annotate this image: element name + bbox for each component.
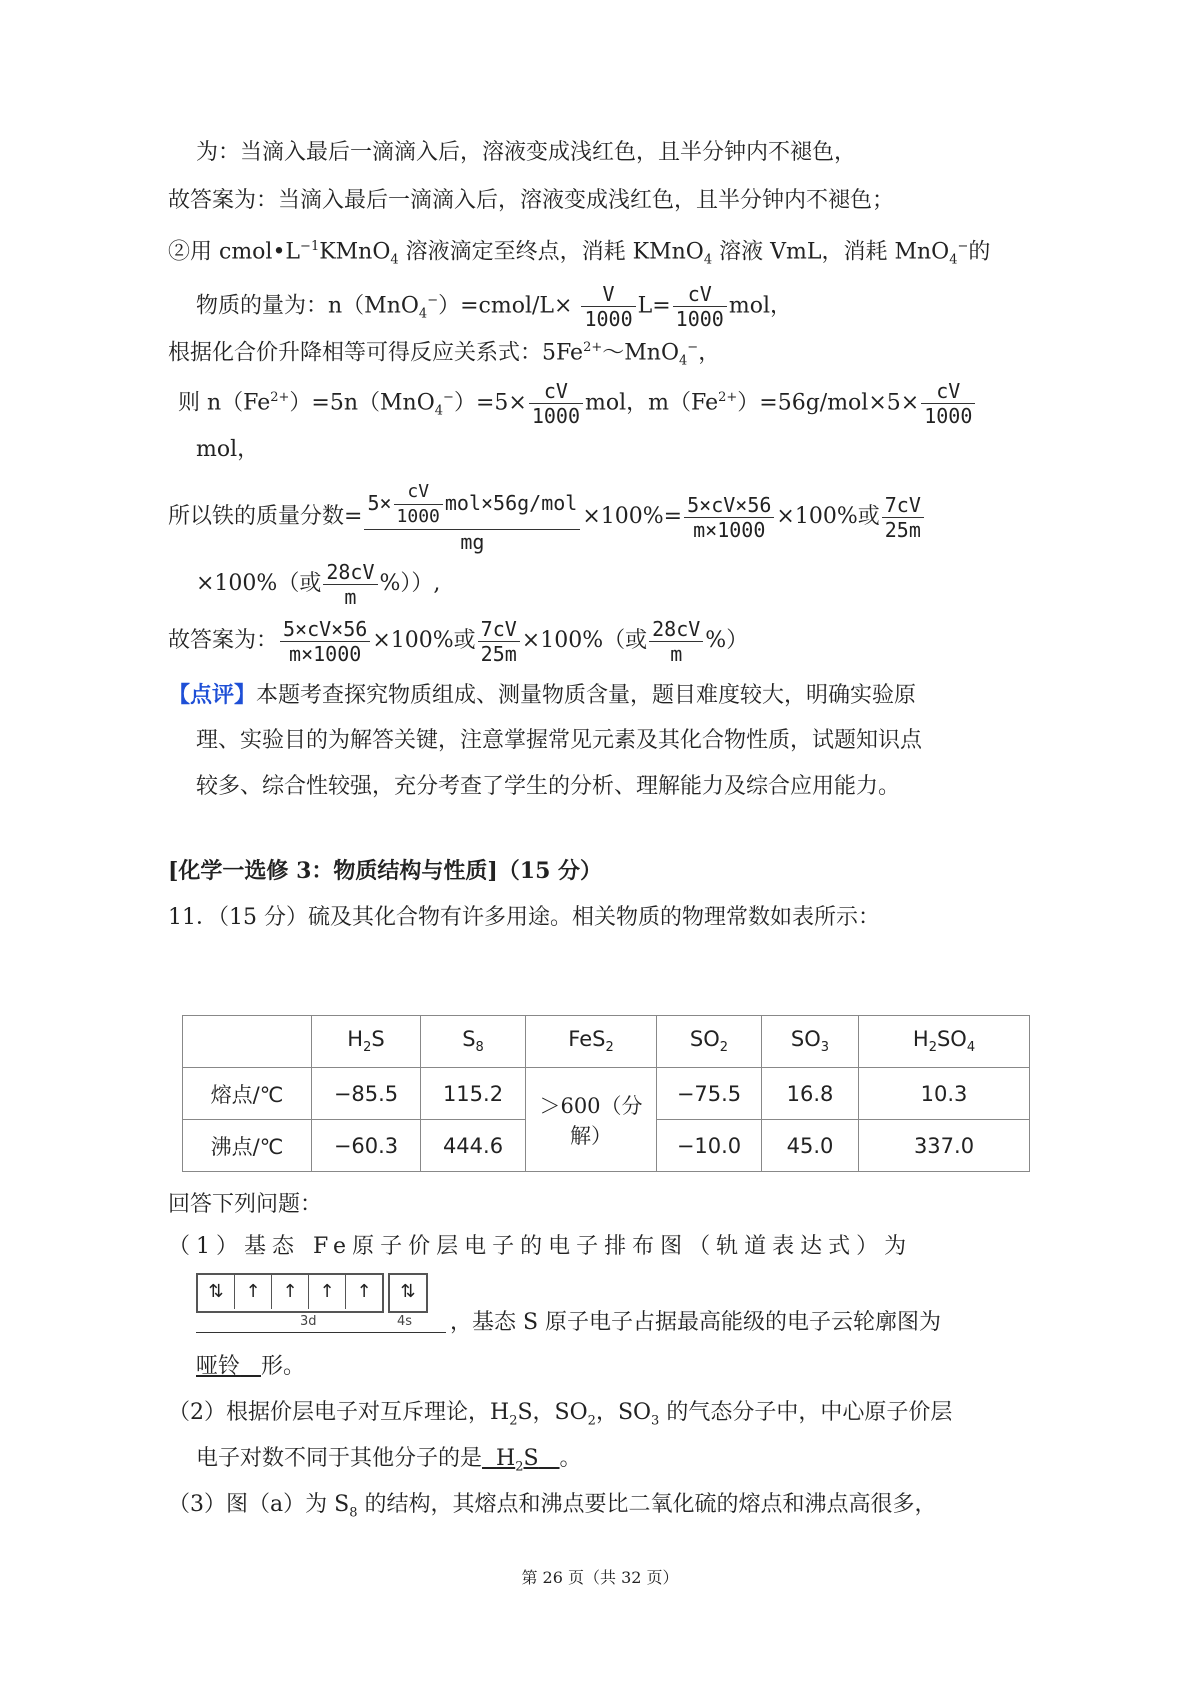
- subscript: 4: [434, 403, 444, 419]
- denominator: 1000: [673, 306, 727, 331]
- fraction: [323, 560, 377, 609]
- text: 所以铁的质量分数=: [168, 504, 363, 529]
- text: 5×: [367, 491, 392, 515]
- fraction: [882, 493, 924, 542]
- denominator: m: [649, 641, 703, 666]
- numerator: 5×cV×56: [283, 616, 368, 641]
- text-line: [168, 232, 990, 276]
- table-header: $SO_2$: [657, 1016, 762, 1068]
- text: （2）根据价层电子对互斥理论，H: [168, 1400, 510, 1425]
- text: 根据化合价升降相等可得反应关系式：5Fe: [168, 340, 584, 366]
- formula-line: [168, 478, 926, 556]
- text: mol，: [728, 293, 792, 319]
- table-cell: −85.5: [312, 1068, 421, 1120]
- orbital-box: ↑: [272, 1275, 309, 1309]
- superscript: −: [443, 390, 454, 405]
- text: 形。: [261, 1354, 306, 1379]
- question-3: [168, 1490, 936, 1528]
- superscript: 2+: [583, 340, 603, 355]
- text: 则 n（Fe: [178, 390, 271, 416]
- table-cell: 337.0: [859, 1120, 1030, 1172]
- text: ×100%或: [372, 628, 476, 653]
- orbital-label: 3d: [300, 1314, 317, 1329]
- subscript: 2: [587, 1413, 596, 1429]
- answer: H: [496, 1446, 516, 1471]
- numerator: V: [602, 281, 615, 306]
- text: ）=5n（MnO: [289, 390, 435, 416]
- text-line: [196, 1352, 305, 1382]
- text: %））,: [379, 571, 441, 596]
- superscript: −: [427, 293, 439, 308]
- text-line: [450, 1308, 941, 1338]
- text: 为：当滴入最后一滴滴入后，溶液变成浅红色，且半分钟内不褪色，: [196, 140, 857, 165]
- orbital-label: 4s: [397, 1314, 413, 1329]
- formula-line: [168, 615, 748, 667]
- text: L=: [637, 293, 671, 319]
- text: ，SO: [595, 1400, 652, 1425]
- table-header: $SO_3$: [762, 1016, 859, 1068]
- text: ～MnO: [602, 340, 679, 366]
- text: ）=cmol/L×: [438, 293, 573, 319]
- denominator: m×1000: [280, 641, 370, 666]
- review-tag: 【点评】: [168, 682, 257, 708]
- text: 电子对数不同于其他分子的是: [196, 1446, 483, 1471]
- table-header: FeS$_2$: [526, 1016, 657, 1068]
- table-cell: 16.8: [762, 1068, 859, 1120]
- text: 理、实验目的为解答关键，注意掌握常见元素及其化合物性质，试题知识点: [196, 728, 923, 753]
- fraction: [649, 617, 703, 666]
- numerator: 5×cV×56: [687, 492, 772, 517]
- orbital-box: ↑: [235, 1275, 272, 1309]
- text: 第 26 页（共 32 页）: [521, 1568, 679, 1587]
- orbital-box: ⇅: [198, 1275, 235, 1309]
- table-cell: 45.0: [762, 1120, 859, 1172]
- orbital-diagram-4s: [388, 1273, 428, 1313]
- numerator: cV: [687, 281, 712, 306]
- formula-line: [196, 275, 792, 341]
- subscript: 8: [349, 1505, 358, 1521]
- text: 的气态分子中，中心原子价层: [659, 1400, 953, 1425]
- denominator: 1000: [581, 306, 635, 331]
- fraction: [921, 379, 975, 428]
- text: （3）图（a）为 S: [168, 1492, 350, 1517]
- numerator: cV: [407, 481, 430, 502]
- subscript: 4: [703, 252, 713, 268]
- text: 故答案为：当滴入最后一滴滴入后，溶液变成浅红色，且半分钟内不褪色；: [168, 188, 895, 213]
- denominator: 1000: [529, 403, 583, 428]
- table-row: [183, 1016, 1030, 1068]
- text: 溶液 VmL，消耗 MnO: [712, 239, 950, 265]
- table-header: $S_8$: [421, 1016, 526, 1068]
- answer-underline: [196, 1332, 446, 1333]
- text: 的结构，其熔点和沸点要比二氧化硫的熔点和沸点高很多，: [357, 1492, 937, 1517]
- subscript: 4: [418, 306, 428, 322]
- question-2: [168, 1398, 952, 1436]
- text: mol×56g/mol: [444, 491, 578, 515]
- table-cell: 115.2: [421, 1068, 526, 1120]
- text: %）: [705, 628, 749, 653]
- table-header: [183, 1016, 312, 1068]
- superscript: −: [687, 340, 699, 355]
- superscript: −1: [300, 239, 320, 254]
- text: ）=56g/mol×5×: [737, 390, 920, 416]
- review-line: [196, 772, 900, 802]
- denominator: 1000: [921, 403, 975, 428]
- text: 回答下列问题：: [168, 1192, 323, 1217]
- text: ，: [698, 340, 721, 366]
- orbital-box: ↑: [356, 1281, 372, 1302]
- formula-line: [196, 558, 440, 610]
- question-11: [168, 903, 880, 933]
- orbital-box: ⇅: [400, 1281, 416, 1302]
- table-header: $H_2S$: [312, 1016, 421, 1068]
- question-1: [168, 1232, 912, 1262]
- text: 物质的量为：n（MnO: [196, 293, 419, 319]
- text: 较多、综合性较强，充分考查了学生的分析、理解能力及综合应用能力。: [196, 774, 901, 799]
- table-row: [183, 1068, 1030, 1120]
- subscript: 4: [679, 353, 688, 369]
- table-cell: ＞600（分解）: [526, 1068, 657, 1172]
- superscript: −: [957, 239, 969, 254]
- text-line: [196, 138, 856, 168]
- text: 故答案为：: [168, 628, 279, 653]
- text: 溶液滴定至终点，消耗 KMnO: [398, 239, 704, 265]
- denominator: m×1000: [684, 517, 774, 542]
- text: 的: [968, 239, 991, 265]
- answer: S: [523, 1446, 539, 1471]
- numerator: 7cV: [884, 492, 921, 517]
- text: 本题考查探究物质组成、测量物质含量，题目难度较大，明确实验原: [256, 683, 917, 708]
- table-cell: 沸点/℃: [183, 1120, 312, 1172]
- text: ×100%（或: [196, 571, 322, 596]
- table-cell: −75.5: [657, 1068, 762, 1120]
- text: 。: [559, 1446, 582, 1471]
- text-line: [168, 333, 720, 377]
- denominator: 25m: [478, 641, 520, 666]
- formula-line: [178, 372, 977, 438]
- page-footer: [0, 1563, 1200, 1593]
- denominator: m: [323, 584, 377, 609]
- numerator: [364, 480, 580, 529]
- fraction: [478, 617, 520, 666]
- text: ×100%（或: [521, 628, 648, 653]
- denominator: mg: [364, 529, 580, 554]
- numerator: 7cV: [480, 616, 517, 641]
- subscript: 3: [651, 1413, 660, 1429]
- text: mol，m（Fe: [585, 390, 719, 416]
- text-line: [168, 186, 894, 216]
- table-cell: −10.0: [657, 1120, 762, 1172]
- numerator: 28cV: [652, 616, 701, 641]
- text: ×100%或: [776, 504, 880, 529]
- text: ②用 cmol•L: [168, 239, 301, 265]
- text: KMnO: [319, 239, 391, 265]
- fraction: [529, 379, 583, 428]
- numerator: cV: [543, 378, 568, 403]
- text: （1）基态 Fe原子价层电子的电子排布图（轨道表达式）为: [168, 1234, 913, 1259]
- table-cell: 444.6: [421, 1120, 526, 1172]
- fraction: [581, 282, 635, 331]
- text: ×100%=: [582, 504, 683, 529]
- review-line: [196, 726, 922, 756]
- denominator: 25m: [882, 517, 924, 542]
- text: S，SO: [517, 1400, 588, 1425]
- table-cell: 10.3: [859, 1068, 1030, 1120]
- subscript: 2: [515, 1459, 524, 1475]
- review-line: [168, 680, 916, 711]
- fraction: [684, 493, 774, 542]
- table-cell: 熔点/℃: [183, 1068, 312, 1120]
- superscript: 2+: [718, 390, 738, 405]
- table-header: $H_2SO_4$: [859, 1016, 1030, 1068]
- numerator: 28cV: [326, 559, 375, 584]
- text-line: [196, 435, 259, 465]
- text: ）=5×: [453, 390, 527, 416]
- orbital-box: ↑: [309, 1275, 346, 1309]
- text-line: [196, 1444, 582, 1482]
- answer: 哑铃: [196, 1354, 241, 1379]
- orbital-diagram-3d: [196, 1273, 384, 1313]
- denominator: 1000: [394, 504, 443, 529]
- superscript: 2+: [270, 390, 290, 405]
- fraction: [394, 480, 443, 529]
- table-cell: −60.3: [312, 1120, 421, 1172]
- subscript: 4: [390, 252, 399, 268]
- fraction: [673, 282, 727, 331]
- text: ，基态 S 原子电子占据最高能级的电子云轮廓图为: [450, 1310, 942, 1335]
- subscript: 4: [949, 252, 958, 268]
- fraction: [280, 617, 370, 666]
- numerator: cV: [936, 378, 961, 403]
- subscript: 2: [509, 1413, 518, 1429]
- section-heading: [168, 856, 602, 886]
- text-line: [168, 1190, 322, 1220]
- fraction: [364, 480, 580, 554]
- text: mol，: [196, 437, 260, 462]
- property-table: [182, 1015, 1030, 1172]
- text: [化学一选修 3：物质结构与性质]（15 分）: [168, 858, 603, 884]
- text: 11．（15 分）硫及其化合物有许多用途。相关物质的物理常数如表所示：: [168, 905, 880, 930]
